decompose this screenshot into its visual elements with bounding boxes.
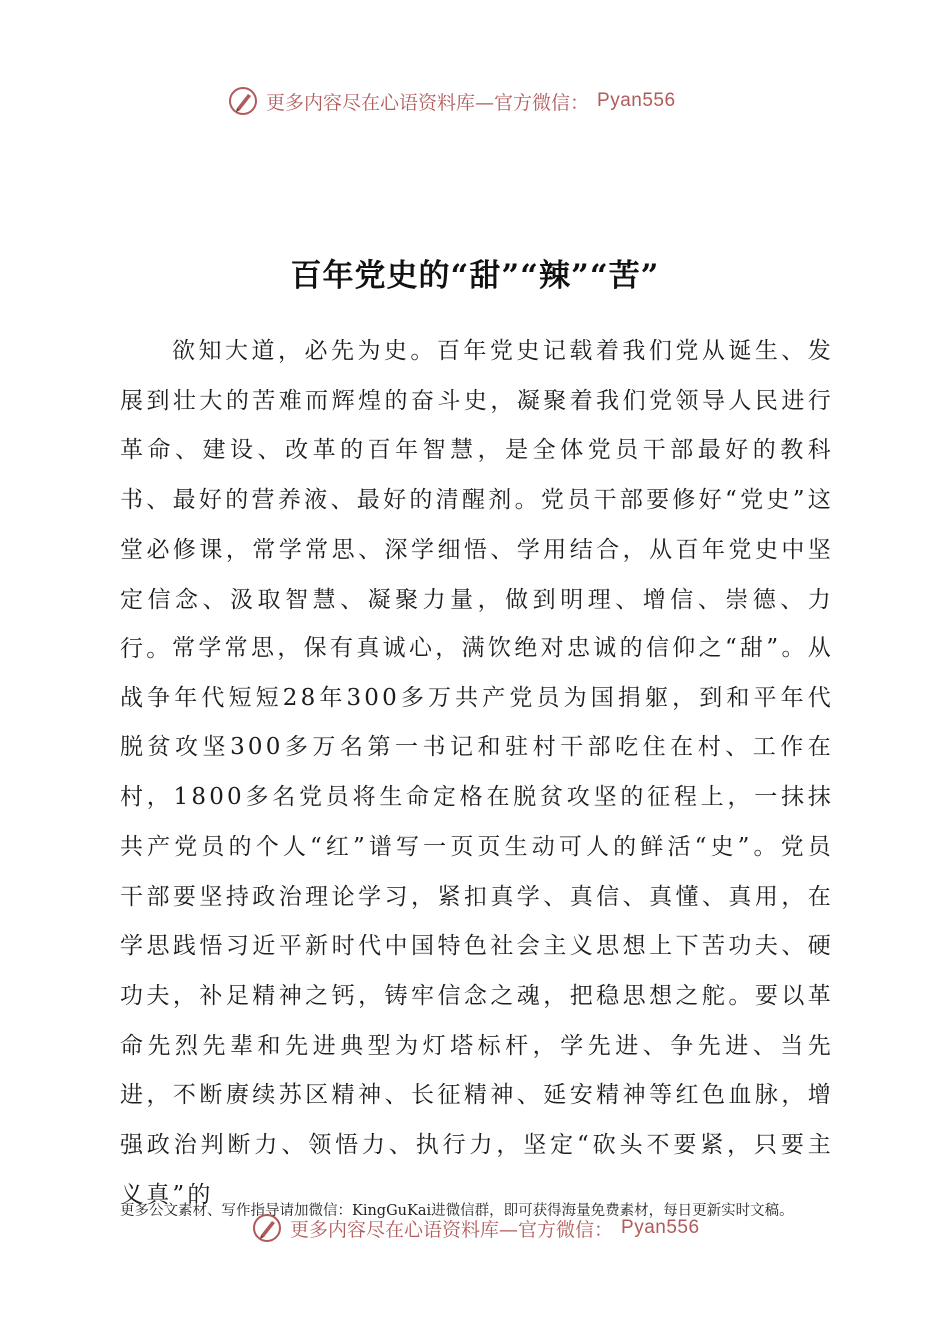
article-paragraph-2: 常学常思，保有真诚心，满饮绝对忠诚的信仰之“甜”。从战争年代短短28年300多万共产党员为国捐躯，到和平年代脱贫攻坚300多万名第一书记和驻村干部吃住在村、工作在村，1800多名党员将生命定格在脱贫攻坚的征程上，一抹抹共产党员的个人“红”谱写一页页生动可人的鲜活“史”。党员干部要坚持政治理论学习，紧扣真学、真信、真懂、真用，在学思践悟习近平新时代中国特色社会主义思想上下苦功夫、硬功夫，补足精神之钙，铸牢信念之魂，把稳思想之舵。要以革命先烈先辈和先进典型为灯塔标杆，学先进、争先进、当先进，不断赓续苏区精神、长征精神、延安精神等红色血脉，增强政治判断力、领悟力、执行力，坚定“砍头不要紧，只要主义真”的	[120, 635, 834, 1208]
article-title: 百年党史的“甜”“辣”“苦”	[290, 258, 660, 294]
article-paragraph-1: 欲知大道，必先为史。百年党史记载着我们党从诞生、发展到壮大的苦难而辉煌的奋斗史，凝聚着我们党领导人民进行革命、建设、改革的百年智慧，是全体党员干部最好的教科书、最好的营养液、最好的清醒剂。党员干部要修好“党史”这堂必修课，常学常思、深学细悟、学用结合，从百年党史中坚定信念、汲取智慧、凝聚力量，做到明理、增信、崇德、力行。	[120, 338, 834, 663]
footer-note: 更多公文素材、写作指导请加微信：KingGuKai进微信群，即可获得海量免费素材，每日更新实时文稿。	[120, 1203, 794, 1219]
watermark-wechat-id: Pyan556	[597, 90, 676, 111]
watermark-wechat-id: Pyan556	[621, 1217, 700, 1238]
pen-logo-icon	[252, 1213, 282, 1243]
watermark-top	[228, 86, 676, 116]
watermark-text: 更多内容尽在心语资料库—官方微信：	[266, 91, 590, 114]
watermark-bottom	[252, 1213, 700, 1243]
pen-logo-icon	[228, 86, 258, 116]
watermark-text: 更多内容尽在心语资料库—官方微信：	[290, 1218, 614, 1241]
